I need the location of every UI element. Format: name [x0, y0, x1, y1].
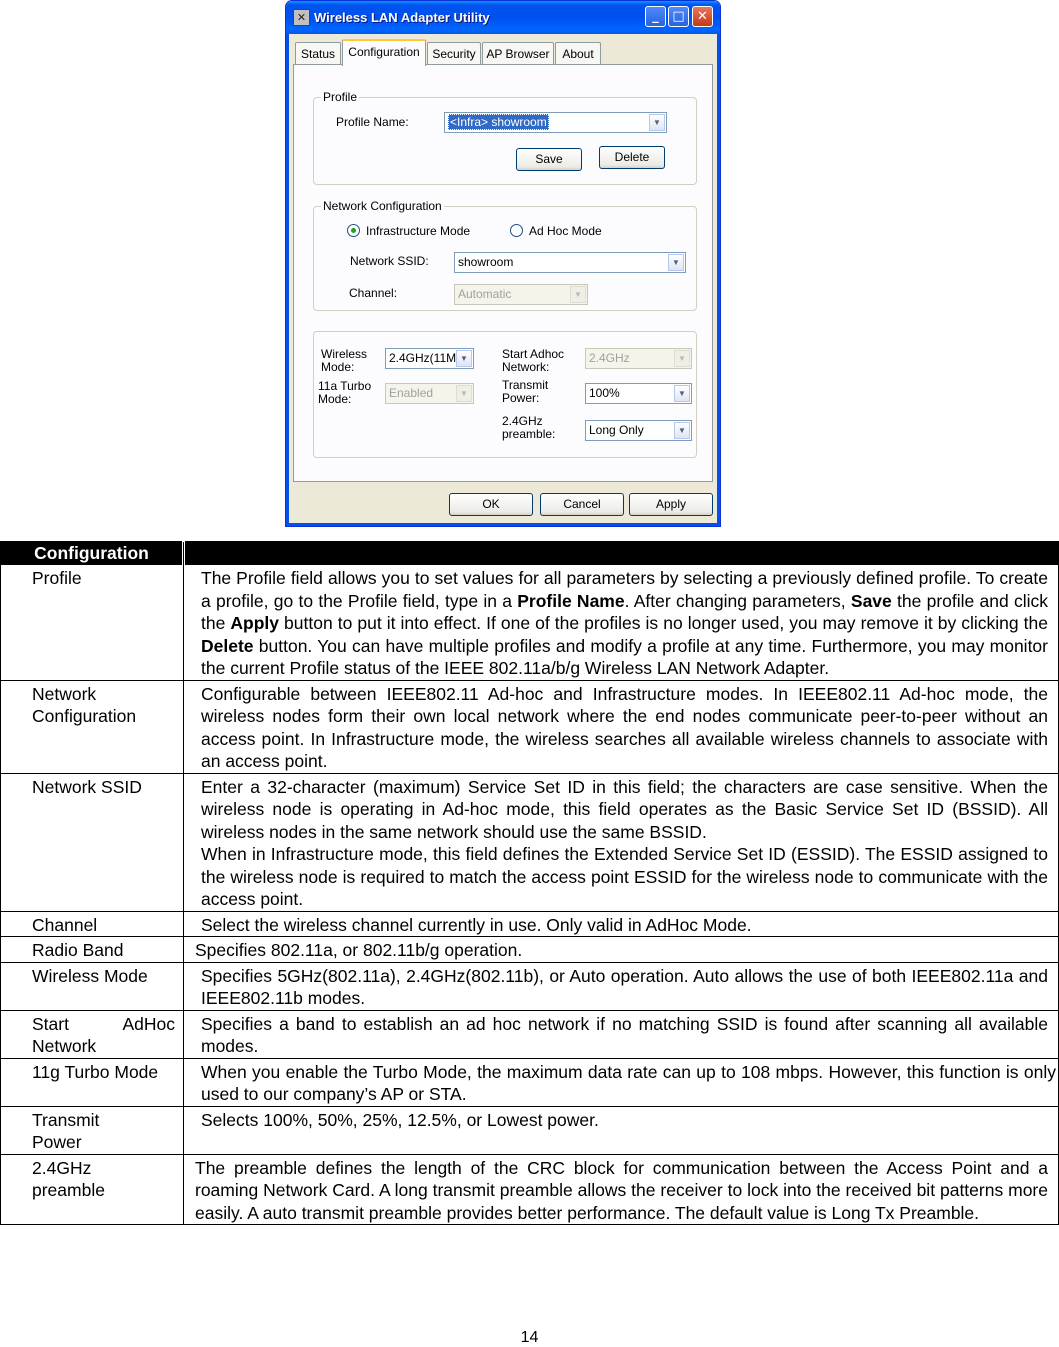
app-icon: ✕ — [293, 9, 310, 26]
turbo-mode-combo[interactable] — [385, 383, 474, 404]
table-row — [1, 1058, 1059, 1106]
start-adhoc-label: Start Adhoc Network: — [502, 347, 565, 374]
desc-bold: Delete — [201, 635, 254, 656]
close-button[interactable] — [692, 6, 713, 27]
turbo-mode-label: 11a Turbo Mode: — [318, 379, 372, 406]
profile-name-value: <Infra> showroom — [450, 115, 547, 129]
table-header: Configuration — [1, 542, 184, 565]
close-icon: ✕ — [697, 9, 708, 24]
profile-group-label: Profile — [323, 90, 358, 104]
desc-bold: Apply — [230, 613, 279, 633]
preamble-label: 2.4GHz preamble: — [502, 414, 556, 441]
delete-button[interactable]: Delete — [599, 146, 665, 169]
profile-group — [313, 90, 697, 185]
row-term: Profile — [1, 565, 184, 681]
table-row — [1, 1154, 1059, 1225]
save-button[interactable]: Save — [516, 148, 582, 171]
start-adhoc-combo[interactable] — [585, 348, 692, 369]
desc-text: button to put it into effect. If one of the profiles is no longer used, you may remove it by clicking the — [279, 613, 1048, 633]
table-row — [1, 937, 1059, 963]
chevron-down-icon[interactable]: ▼ — [668, 254, 684, 271]
network-ssid-value: showroom — [458, 255, 514, 269]
row-description: Select the wireless channel currently in use. Only valid in AdHoc Mode. — [184, 911, 1059, 937]
row-term: Network Configuration — [1, 680, 184, 773]
row-term: Radio Band — [1, 937, 184, 963]
start-adhoc-value: 2.4GHz — [589, 351, 630, 365]
desc-paragraph: When in Infrastructure mode, this field defines the Extended Service Set ID (ESSID). The ESSID assigned to the wireless node is required to match the access point ESSID for the wireless node to communicate with the access point. — [201, 844, 1048, 909]
network-ssid-label: Network SSID: — [350, 254, 429, 268]
network-configuration-label: Network Configuration — [323, 199, 442, 213]
configuration-table — [0, 541, 1059, 1225]
tab-status[interactable]: Status — [295, 42, 341, 64]
wireless-mode-combo[interactable] — [385, 348, 474, 369]
chevron-down-icon[interactable]: ▼ — [674, 385, 690, 402]
table-row — [1, 1106, 1059, 1154]
row-description — [184, 773, 1059, 911]
window-title: Wireless LAN Adapter Utility — [314, 10, 490, 25]
row-term: Start AdHoc Network — [1, 1010, 184, 1058]
ok-button[interactable]: OK — [449, 493, 533, 516]
chevron-down-icon[interactable]: ▼ — [649, 114, 665, 131]
chevron-down-icon[interactable]: ▼ — [674, 350, 690, 367]
row-term: Network SSID — [1, 773, 184, 911]
table-row — [1, 911, 1059, 937]
desc-bold: Save — [850, 590, 892, 611]
wireless-mode-label: Wireless Mode: — [321, 347, 368, 374]
maximize-button[interactable] — [668, 6, 689, 27]
tab-about[interactable]: About — [555, 42, 601, 64]
transmit-power-combo[interactable] — [585, 383, 692, 404]
window-border-bottom — [286, 523, 720, 526]
profile-name-combo[interactable] — [444, 112, 667, 133]
desc-text: the profile and click the — [201, 590, 1049, 633]
network-ssid-combo[interactable] — [454, 252, 686, 273]
row-description: Specifies a band to establish an ad hoc network if no matching SSID is found after scanning all available modes. — [184, 1010, 1059, 1058]
transmit-power-label: Transmit Power: — [502, 378, 549, 405]
configuration-panel — [293, 64, 713, 482]
row-description: When you enable the Turbo Mode, the maximum data rate can up to 108 mbps. However, this function is only used to our company’s AP or STA. — [184, 1058, 1059, 1106]
chevron-down-icon[interactable]: ▼ — [456, 385, 472, 402]
page-number: 14 — [520, 1329, 539, 1346]
row-description: Specifies 802.11a, or 802.11b/g operation. — [184, 937, 1059, 963]
ad-hoc-mode-radio[interactable] — [510, 224, 523, 237]
chevron-down-icon[interactable]: ▼ — [570, 286, 586, 303]
profile-name-label: Profile Name: — [336, 115, 409, 129]
window-border-right — [717, 34, 720, 526]
table-row — [1, 565, 1059, 681]
row-term: Channel — [1, 911, 184, 937]
row-description: The preamble defines the length of the CRC block for communication between the Access Point and a roaming Network Card. A long transmit preamble allows the receiver to lock into the received bit patterns more easily. A auto transmit preamble provides better performance. The default value is Long Tx Preamble. — [184, 1154, 1059, 1225]
desc-paragraph: Enter a 32-character (maximum) Service Set ID in this field; the characters are case sensitive. When the wireless node is operating in Ad-hoc mode, this field operates as the Basic Service Set ID (BSSID). All wireless nodes in the same network should use the same BSSID. — [201, 776, 1048, 842]
chevron-down-icon[interactable]: ▼ — [674, 422, 690, 439]
network-configuration-group — [313, 199, 697, 311]
row-description: Specifies 5GHz(802.11a), 2.4GHz(802.11b), or Auto operation. Auto allows the use of both IEEE802.11a and IEEE802.11b modes. — [184, 962, 1059, 1010]
tab-configuration[interactable]: Configuration — [342, 39, 426, 66]
advanced-settings-group — [313, 331, 697, 458]
wireless-lan-utility-window — [285, 0, 721, 527]
row-term: Wireless Mode — [1, 962, 184, 1010]
cancel-button[interactable]: Cancel — [540, 493, 624, 516]
tab-security[interactable]: Security — [427, 42, 481, 64]
ad-hoc-mode-label[interactable]: Ad Hoc Mode — [529, 224, 602, 238]
row-term: Transmit Power — [1, 1106, 184, 1154]
table-row — [1, 1010, 1059, 1058]
desc-text: . After changing parameters, — [624, 590, 851, 611]
infrastructure-mode-label[interactable]: Infrastructure Mode — [366, 224, 471, 238]
preamble-combo[interactable] — [585, 420, 692, 441]
minimize-icon: _ — [652, 9, 659, 24]
preamble-value: Long Only — [589, 423, 644, 437]
desc-bold: Profile Name — [517, 590, 625, 611]
desc-text: button. You can have multiple profiles and modify a profile at any time. Furthermore, you may monitor the current Profile status of the IEEE 802.11a/b/g Wireless LAN Network Adapter. — [201, 635, 1048, 678]
minimize-button[interactable] — [645, 6, 666, 27]
window-border-left — [286, 34, 289, 526]
table-header-row — [1, 542, 1059, 565]
transmit-power-value: 100% — [589, 386, 620, 400]
turbo-mode-value: Enabled — [389, 386, 434, 400]
row-term: 11g Turbo Mode — [1, 1058, 184, 1106]
table-row — [1, 962, 1059, 1010]
row-description: Configurable between IEEE802.11 Ad-hoc and Infrastructure modes. In IEEE802.11 Ad-hoc mode, the wireless nodes form their own local network where the end nodes communicate peer-to-peer without an access point. In Infrastructure mode, the wireless searches all available wireless channels to associate with an access point. — [184, 680, 1059, 773]
table-header-blank — [184, 542, 1059, 565]
wireless-mode-value: 2.4GHz(11M — [389, 351, 457, 365]
title-bar[interactable] — [286, 1, 720, 34]
table-row — [1, 773, 1059, 911]
tab-ap-browser[interactable]: AP Browser — [482, 42, 554, 64]
row-term: 2.4GHz preamble — [1, 1154, 184, 1225]
maximize-icon: □ — [672, 9, 685, 24]
channel-value: Automatic — [458, 287, 512, 301]
table-row — [1, 680, 1059, 773]
desc-text: The Profile field allows you to set values for all parameters by selecting a previously defined profile. To create a profile, go to the Profile field, type in a — [201, 568, 1048, 611]
channel-label: Channel: — [349, 286, 398, 300]
channel-combo[interactable] — [454, 284, 588, 305]
row-description: Selects 100%, 50%, 25%, 12.5%, or Lowest power. — [184, 1106, 1059, 1154]
chevron-down-icon[interactable]: ▼ — [456, 350, 472, 367]
row-description — [184, 565, 1059, 681]
infrastructure-mode-radio[interactable] — [347, 224, 360, 237]
apply-button[interactable]: Apply — [629, 493, 713, 516]
